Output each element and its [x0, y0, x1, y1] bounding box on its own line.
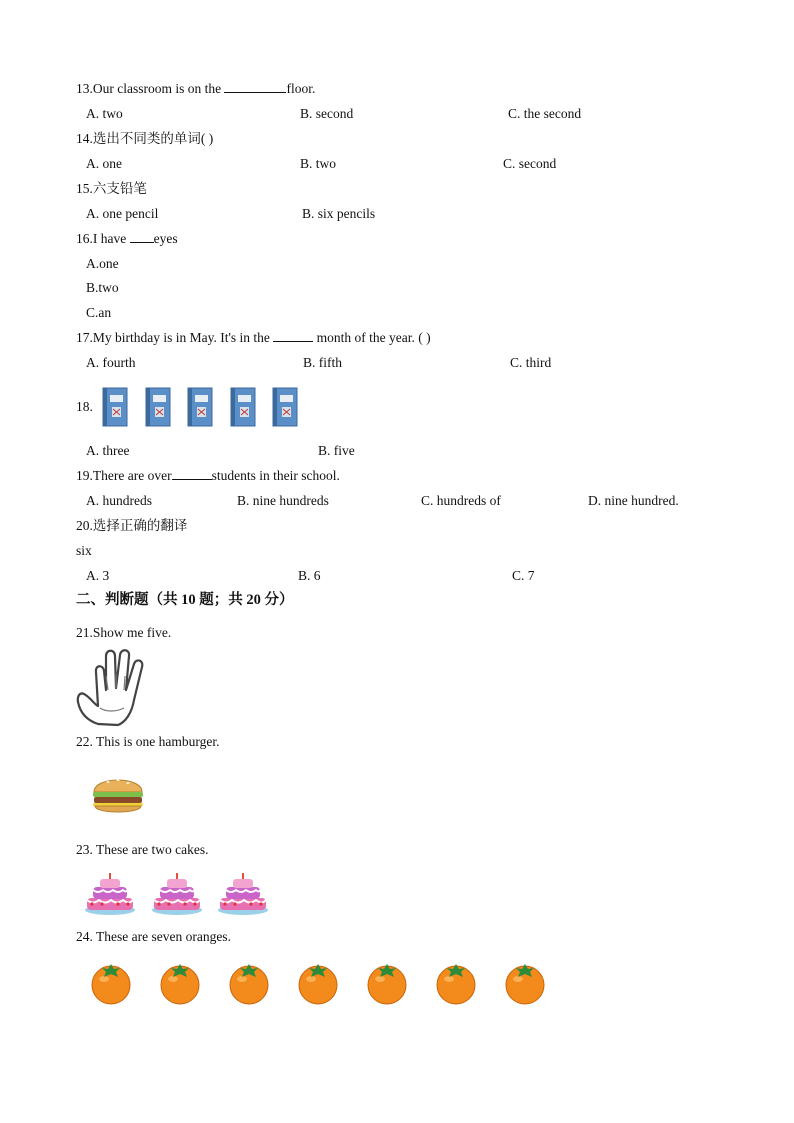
answer-blank [273, 329, 313, 342]
question-19 [76, 467, 340, 485]
hand-icon [76, 646, 154, 728]
cake-icon [84, 872, 136, 916]
question-18: 18. [76, 399, 93, 414]
question-17-text-end: month of the year. ( ) [313, 330, 431, 345]
question-13 [76, 80, 315, 98]
question-23: 23. These are two cakes. [76, 842, 209, 857]
question-16-text-end: eyes [153, 231, 178, 246]
cake-icon [217, 872, 269, 916]
option-a: A. three [86, 443, 130, 458]
question-24: 24. These are seven oranges. [76, 929, 231, 944]
question-13-text: 13.Our classroom is on the [76, 81, 225, 96]
answer-blank [224, 80, 286, 93]
orange-icon [435, 961, 477, 1005]
option-b: B. second [300, 106, 354, 121]
hamburger-icon [90, 770, 146, 818]
option-d: D. nine hundred. [588, 493, 679, 508]
option-a: A.one [86, 256, 119, 271]
option-b: B. five [318, 443, 355, 458]
question-16-text: 16.I have [76, 231, 130, 246]
question-21: 21.Show me five. [76, 625, 172, 640]
option-a: A. fourth [86, 355, 136, 370]
cake-icon [151, 872, 203, 916]
option-c: C. the second [508, 106, 582, 121]
option-b: B. nine hundreds [237, 493, 329, 508]
orange-icon [228, 961, 270, 1005]
question-20: 20.选择正确的翻译 [76, 518, 188, 533]
section-title: 二、判断题（共 10 题；共 20 分） [76, 592, 294, 608]
answer-blank [130, 230, 154, 243]
option-a: A. one [86, 156, 122, 171]
question-13-text-end: floor. [286, 81, 316, 96]
orange-icon [504, 961, 546, 1005]
orange-icon [90, 961, 132, 1005]
question-16 [76, 230, 178, 248]
book-icon [230, 387, 256, 427]
book-icon [145, 387, 171, 427]
question-17 [76, 329, 431, 347]
question-14: 14.选出不同类的单词( ) [76, 131, 214, 146]
question-19-text: 19.There are over [76, 468, 172, 483]
option-a: A. two [86, 106, 123, 121]
question-17-text: 17.My birthday is in May. It's in the [76, 330, 274, 345]
option-c: C. third [510, 355, 552, 370]
option-c: C.an [86, 305, 112, 320]
question-15: 15.六支铅笔 [76, 181, 147, 196]
answer-blank [172, 467, 212, 480]
question-20-word: six [76, 543, 92, 558]
option-b: B. six pencils [302, 206, 376, 221]
option-c: C. second [503, 156, 557, 171]
orange-icon [366, 961, 408, 1005]
book-icon [102, 387, 128, 427]
option-a: A. hundreds [86, 493, 152, 508]
option-b: B. fifth [303, 355, 342, 370]
option-b: B. two [300, 156, 337, 171]
option-a: A. 3 [86, 568, 110, 583]
book-icon [187, 387, 213, 427]
option-b: B. 6 [298, 568, 321, 583]
option-c: C. hundreds of [421, 493, 501, 508]
question-19-text-end: students in their school. [211, 468, 340, 483]
orange-icon [159, 961, 201, 1005]
orange-icon [297, 961, 339, 1005]
option-a: A. one pencil [86, 206, 159, 221]
book-icon [272, 387, 298, 427]
option-c: C. 7 [512, 568, 535, 583]
option-b: B.two [86, 280, 119, 295]
question-22: 22. This is one hamburger. [76, 734, 220, 749]
